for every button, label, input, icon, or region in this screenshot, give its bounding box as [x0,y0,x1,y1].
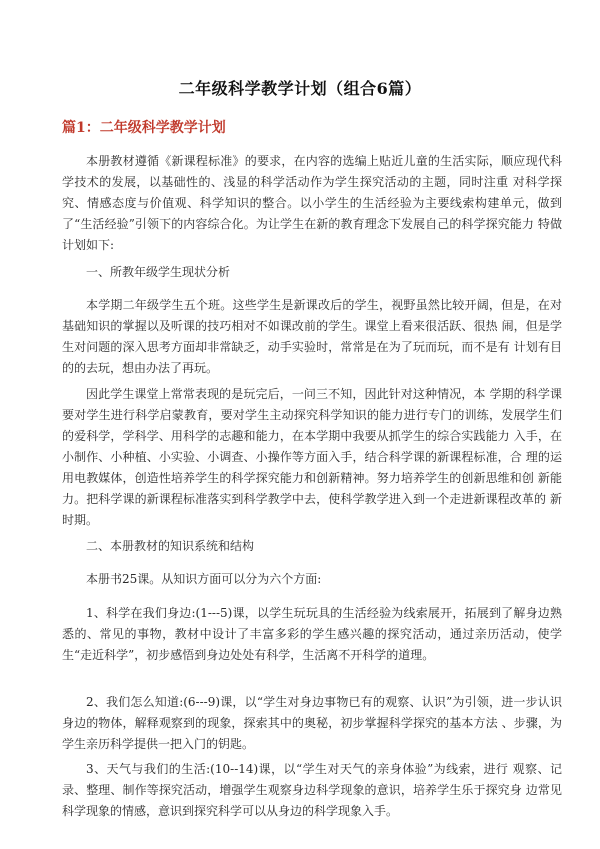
heading-student-analysis: 一、所教年级学生现状分析 [86,265,231,279]
paragraph-teaching-approach: 因此学生课堂上常常表现的是玩完后，一问三不知，因此针对这种情况，本 学期的科学课要对学生进行科学启蒙教育，要对学生主动探究科学知识的能力进行专门的训练，发展学生们的爱科学，学科学、用科学的志趣和能力，在本学期中我要从抓学生的综合实践能力 入手，在小制作、小种植、小实验、小调查、小操作等方面入手，结合科学课的新课程标准，合 理的运用电教媒体，创造性培养学生的科学探究能力和创新精神。努力培养学生的创新思维和创 新能力。把科学课的新课程标准落实到科学教学中去，使科学教学进入到一个走进新课程改革的 新时期。 [62,387,562,527]
heading-knowledge-structure: 二、本册教材的知识系统和结构 [86,539,255,553]
list-item-how-we-know: 2、我们怎么知道:(6---9)课，以“学生对身边事物已有的观察、认识”为引领，进一步认识身边的物体，解释观察到的现象，探索其中的奥秘，初步掌握科学探究的基本方法 、步骤，为学生亲历科学提供一把入门的钥匙。 [62,695,562,751]
document-title: 二年级科学教学计划（组合6篇） [178,79,422,98]
list-item-weather-and-life: 3、天气与我们的生活:(10--14)课，以“学生对天气的亲身体验”为线索，进行 观察、记录、整理、制作等探究活动，增强学生观察身边科学现象的意识，培养学生乐于探究身 边常见科学现象的情感，意识到探究科学可以从身边的科学现象入手。 [62,762,562,818]
paragraph-lesson-count: 本册书25课。从知识方面可以分为六个方面: [86,572,322,586]
section-heading: 篇1：二年级科学教学计划 [62,120,226,136]
paragraph-student-status: 本学期二年级学生五个班。这些学生是新课改后的学生，视野虽然比较开阔，但是，在对基础知识的掌握以及听课的技巧相对不如课改前的学生。课堂上看来很活跃、很热 闹，但是学生对问题的深入思考方面却非常缺乏，动手实验时，常常是在为了玩而玩，而不是有 计划有目的的去玩，想由办法了再玩。 [62,298,562,375]
list-item-science-around-us: 1、科学在我们身边:(1---5)课，以学生玩玩具的生活经验为线索展开，拓展到了解身边熟悉的、常见的事物，教材中设计了丰富多彩的学生感兴趣的探究活动，通过亲历活动，使学生“走近科学”，初步感悟到身边处处有科学，生活离不开科学的道理。 [62,606,562,662]
intro-paragraph: 本册教材遵循《新课程标准》的要求，在内容的选编上贴近儿童的生活实际，顺应现代科学技术的发展，以基础性的、浅显的科学活动作为学生探究活动的主题，同时注重 对科学探究、情感态度与价值观、科学知识的整合。以小学生的生活经验为主要线索构建单元，做到了“生活经验”引领下的内容综合化。为让学生在新的教育理念下发展自己的科学探究能力 特做计划如下: [62,154,562,252]
